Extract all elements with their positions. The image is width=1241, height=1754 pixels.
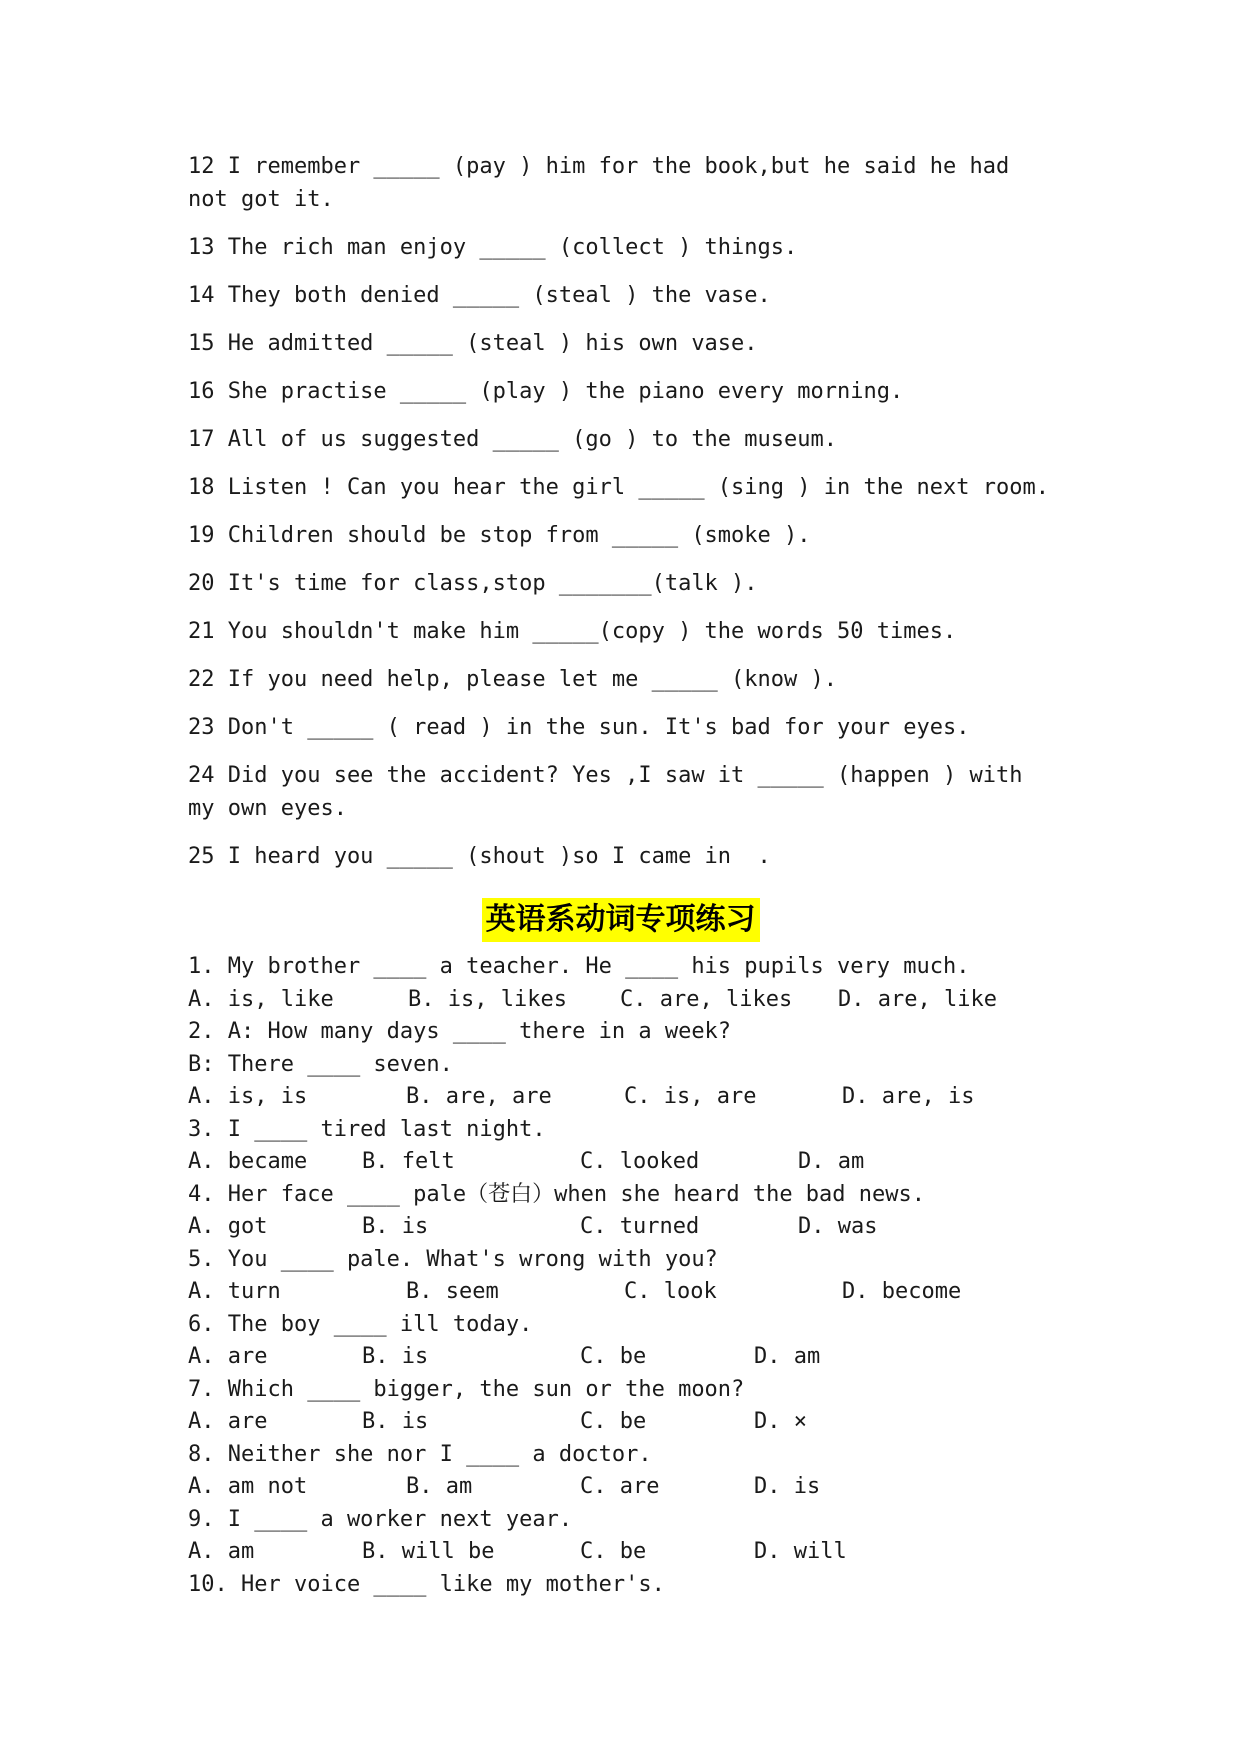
option-d: D. × [754,1409,807,1434]
question-options [188,984,1068,1017]
question-stem-2: B: There ____ seven. [188,1051,453,1077]
exercise-18: 18 Listen ! Can you hear the girl _____ (sing ) in the next room. [188,475,1049,500]
exercise-20: 20 It's time for class,stop _______(talk ). [188,571,758,596]
exercise-25: 25 I heard you _____ (shout )so I came in . [188,844,771,869]
option-b: B. is [362,1214,429,1239]
exercise-21: 21 You shouldn't make him _____(copy ) the words 50 times. [188,619,957,644]
question-stem: 5. You ____ pale. What's wrong with you? [188,1246,718,1272]
question-10 [188,1569,1068,1602]
option-c: C. be [580,1539,647,1564]
question-options [188,1146,1068,1179]
question-options [188,1536,1068,1569]
exercise-19: 19 Children should be stop from _____ (smoke ). [188,523,811,548]
question-stem: 10. Her voice ____ like my mother's. [188,1571,665,1597]
option-b: B. felt [362,1149,455,1174]
exercise-13: 13 The rich man enjoy _____ (collect ) things. [188,235,798,260]
option-b: B. is, likes [408,986,567,1012]
option-c: C. look [624,1279,717,1304]
exercise-24: 24 Did you see the accident? Yes ,I saw it _____ (happen ) with my own eyes. [188,763,1036,821]
option-d: D. become [842,1279,962,1304]
exercise-23: 23 Don't _____ ( read ) in the sun. It's bad for your eyes. [188,715,970,740]
option-c: C. be [580,1409,647,1434]
question-stem: 1. My brother ____ a teacher. He ____ his pupils very much. [188,954,970,979]
question-options [188,1211,1068,1244]
option-d: D. am [754,1344,821,1369]
option-b: B. is [362,1344,429,1369]
question-4 [188,1179,1068,1244]
option-a: A. turn [188,1279,281,1304]
option-d: D. are, is [842,1084,975,1109]
exercise-15: 15 He admitted _____ (steal ) his own vase. [188,331,758,356]
question-5 [188,1244,1068,1309]
multiple-choice-section [188,951,1068,1601]
option-a: A. am not [188,1474,308,1499]
exercise-17: 17 All of us suggested _____ (go ) to the museum. [188,427,838,452]
option-c: C. are, likes [620,986,793,1012]
question-8 [188,1439,1068,1504]
question-6 [188,1309,1068,1374]
question-9 [188,1504,1068,1569]
option-d: D. is [754,1474,821,1499]
option-a: A. are [188,1409,268,1434]
exercise-16: 16 She practise _____ (play ) the piano every morning. [188,379,904,404]
option-a: A. became [188,1149,308,1174]
option-a: A. are [188,1344,268,1369]
question-options [188,1471,1068,1504]
question-2 [188,1016,1068,1114]
question-options [188,1276,1068,1309]
option-c: C. is, are [624,1084,757,1109]
exercise-22: 22 If you need help, please let me _____ (know ). [188,667,838,692]
option-b: B. seem [406,1279,499,1304]
option-c: C. turned [580,1214,700,1239]
option-c: C. are [580,1474,660,1499]
question-stem: 2. A: How many days ____ there in a week? [188,1019,732,1044]
exercise-14: 14 They both denied _____ (steal ) the vase. [188,283,771,308]
option-d: D. am [798,1149,865,1174]
exercise-12: 12 I remember _____ (pay ) him for the book,but he said he had not got it. [188,154,1023,212]
question-stem: 9. I ____ a worker next year. [188,1506,573,1532]
option-d: D. will [754,1539,847,1564]
question-stem: 3. I ____ tired last night. [188,1116,546,1142]
question-3 [188,1114,1068,1179]
option-b: B. is [362,1409,429,1434]
option-d: D. are, like [838,986,997,1012]
option-c: C. looked [580,1149,700,1174]
question-7 [188,1374,1068,1439]
option-a: A. is, like [188,986,334,1012]
question-1 [188,951,1068,1016]
question-stem: 4. Her face ____ pale（苍白）when she heard the bad news. [188,1181,926,1207]
question-stem: 7. Which ____ bigger, the sun or the moon? [188,1376,745,1402]
option-b: B. are, are [406,1084,552,1109]
question-options [188,1081,1068,1114]
option-b: B. am [406,1474,473,1499]
fill-in-section [188,150,1058,888]
section-title: 英语系动词专项练习 [482,898,760,942]
section-title-wrap [0,898,1241,942]
question-options [188,1406,1068,1439]
option-a: A. is, is [188,1084,308,1109]
option-d: D. was [798,1214,878,1239]
option-c: C. be [580,1344,647,1369]
question-options [188,1341,1068,1374]
option-a: A. am [188,1539,255,1564]
option-a: A. got [188,1214,268,1239]
option-b: B. will be [362,1539,495,1564]
question-stem: 6. The boy ____ ill today. [188,1311,533,1337]
question-stem: 8. Neither she nor I ____ a doctor. [188,1441,652,1467]
